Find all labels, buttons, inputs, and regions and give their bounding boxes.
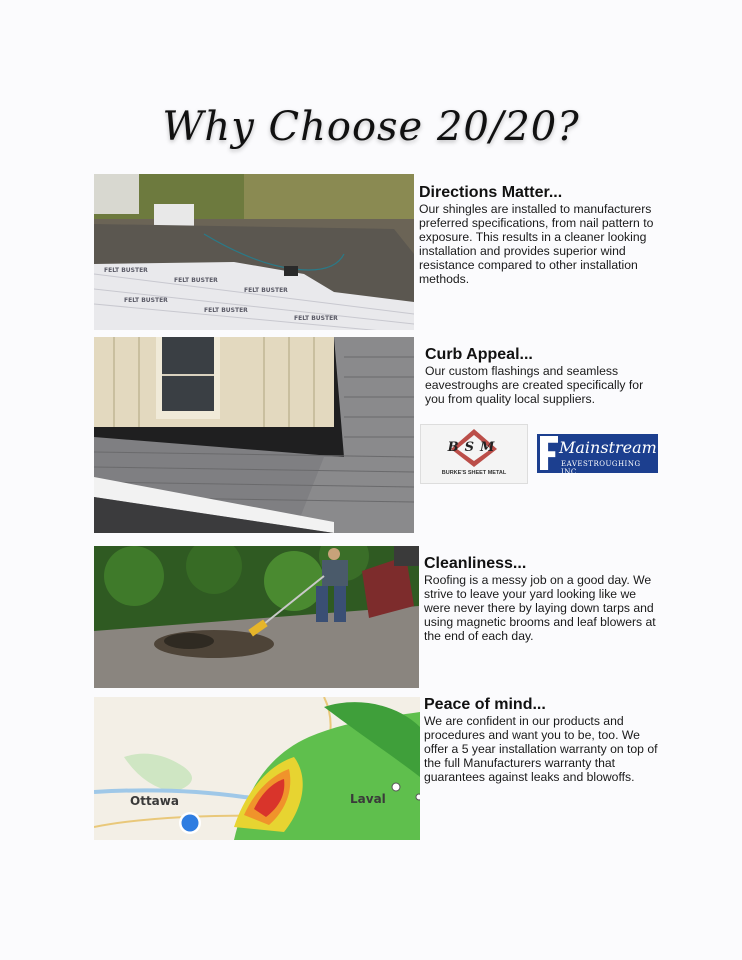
- map-label-laval: Laval: [350, 792, 386, 806]
- underlayment-print-2: FELT BUSTER: [174, 277, 218, 284]
- section-heading: Peace of mind...: [424, 696, 546, 713]
- logo-burkes-sheet-metal: [420, 424, 528, 484]
- photo-roof-cleanup: [94, 546, 419, 688]
- underlayment-print-6: FELT BUSTER: [294, 315, 338, 322]
- section-heading: Directions Matter...: [419, 184, 563, 201]
- bsm-mark: BSM: [447, 440, 501, 455]
- mainstream-name: Mainstream: [559, 438, 657, 457]
- section-body: Our custom flashings and seamless eavestroughs are created specifically for you from quality local suppliers.: [425, 364, 644, 406]
- mainstream-tagline: EAVESTROUGHING INC.: [561, 460, 641, 476]
- photo-radar-map: [94, 697, 420, 840]
- bsm-name: BURKE'S SHEET METAL: [441, 470, 507, 476]
- section-curb-appeal: [425, 345, 650, 406]
- section-body: We are confident in our products and procedures and want you to be, too. We offer a 5 year installation warranty on top of the full Manufacturers warranty that guarantees against leaks and blowoffs.: [424, 714, 658, 784]
- section-body: Roofing is a messy job on a good day. We strive to leave your yard looking like we were never there by laying down tarps and using magnetic brooms and leaf blowers at the end of each day.: [424, 573, 656, 643]
- logo-mainstream-eavestroughing: [537, 434, 658, 476]
- section-directions-matter: [419, 183, 659, 286]
- photo-flashing-eavestrough: [94, 337, 414, 533]
- underlayment-print-5: FELT BUSTER: [204, 307, 248, 314]
- photo-shingle-installation: [94, 174, 414, 330]
- underlayment-print-4: FELT BUSTER: [124, 297, 168, 304]
- section-heading: Cleanliness...: [424, 555, 527, 572]
- section-peace-of-mind: [424, 695, 660, 784]
- map-label-ottawa: Ottawa: [130, 794, 179, 808]
- underlayment-print-3: FELT BUSTER: [244, 287, 288, 294]
- mainstream-f-icon: [540, 436, 558, 470]
- section-heading: Curb Appeal...: [425, 346, 533, 363]
- section-body: Our shingles are installed to manufacturers preferred specifications, from nail pattern to exposure. This results in a cleaner looking installation and provides superior wind resistance compared to other installation methods.: [419, 202, 654, 286]
- section-cleanliness: [424, 554, 656, 643]
- underlayment-print-1: FELT BUSTER: [104, 267, 148, 274]
- page-title: Why Choose 20/20?: [162, 104, 580, 150]
